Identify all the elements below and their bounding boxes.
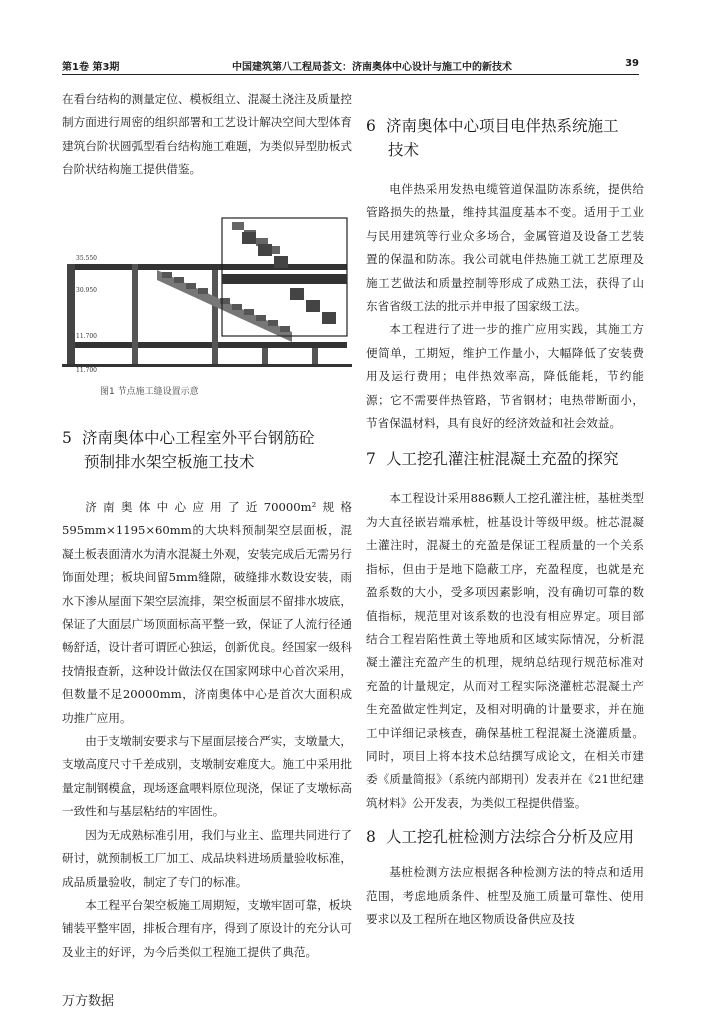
paragraph: 济南奥体中心应用了近70000m²规格595mm×1195×60mm的大块料预制架空层面板，混凝土板表面清水为清水混凝土外观，安装完成后无需另行饰面处理；板块间留5mm缝隙，破缝排水数设安装，雨水下渗从屋面下架空层流排，架空板面层不留排水坡底，保证了大面层广场顶面标高平整一致，保证了人流行径通畅舒适，设计者可谓匠心独运，创新优良。经国家一级科技情报查新，这种设计做法仅在国家网球中心首次采用，但数量不足20000mm，济南奥体中心是首次大面积成功推广应用。 (62, 500, 352, 725)
left-column-top (62, 88, 352, 182)
section-heading (62, 426, 352, 474)
section-heading (366, 447, 644, 471)
section-title-line2: 预制排水架空板施工技术 (84, 453, 255, 471)
section-heading (366, 114, 644, 162)
journal-title: 中国建筑第八工程局荟文：济南奥体中心设计与施工中的新技术 (232, 62, 512, 73)
construction-joint-figure (62, 212, 352, 372)
section-title: 人工挖孔桩检测方法综合分析及应用 (386, 828, 635, 847)
section-title: 人工挖孔灌注桩混凝土充盈的探究 (386, 450, 619, 469)
paragraph: 本工程进行了进一步的推广应用实践，其施工方便简单，工期短，维护工作量小，大幅降低了安装费用及运行费用；电伴热效率高，降低能耗，节约能源；它不需要伴热管路，节省钢材；电热带断面小，节省保温材料，具有良好的经济效益和社会效益。 (366, 322, 644, 431)
running-header (62, 58, 639, 74)
footer-watermark: 万方数据 (62, 994, 115, 1009)
paragraph: 在看台结构的测量定位、模板组立、混凝土浇注及质量控制方面进行周密的组织部署和工艺设计解决空间大型体育建筑台阶状圆弧型看台结构施工难题，为类似异型肋板式台阶状结构施工提供借鉴。 (62, 92, 352, 177)
section-number: 8 (366, 828, 376, 847)
elevation-label: 35.550 (76, 255, 97, 262)
section-number: 7 (366, 450, 376, 469)
left-column-section5 (62, 426, 352, 964)
paragraph: 由于支墩制安要求与下屋面层接合严实，支墩量大，支墩高度尺寸千差成别，支墩制安难度大。施工中采用批量定制钢模盒，现场逐盒喂料原位现浇，保证了支墩标高一致性和与基层粘结的牢固性。 (62, 734, 352, 819)
right-column (366, 114, 644, 931)
figure-caption: 图1 节点施工缝设置示意 (100, 387, 199, 397)
section-title-line1: 济南奥体中心工程室外平台钢筋砼 (82, 429, 315, 447)
section-number: 5 (62, 429, 72, 447)
issue-label: 第1卷 第3期 (62, 62, 120, 73)
elevation-label: 30.950 (76, 287, 97, 294)
paragraph: 本工程设计采用886颗人工挖孔灌注桩，基桩类型为大直径嵌岩端承桩，桩基设计等级甲级。桩芯混凝土灌注时，混凝土的充盈是保证工程质量的一个关系指标，但由于是地下隐蔽工序，充盈程度，也就是充盈系数的大小，受多项因素影响，没有确切可靠的数值指标，规范里对该系数的也没有相应界定。项目部结合工程岩陷性黄土等地质和区域实际情况，分析混凝土灌注充盈产生的机理，规纳总结现行规范标准对充盈的计量规定，从而对工程实际浇灌桩芯混凝土产生充盈做定性判定，及相对明确的计量要求，并在施工中详细记录核查，确保基桩工程混凝土浇灌质量。同时，项目上将本技术总结撰写成论文，在相关市建委《质量简报》（系统内部期刊）发表并在《21世纪建筑材料》公开发表，为类似工程提供借鉴。 (366, 491, 644, 810)
header-rule (62, 74, 639, 75)
paragraph: 本工程平台架空板施工周期短，支墩牢固可靠，板块铺装平整牢固，排板合理有序，得到了原设计的充分认可及业主的好评，为今后类似工程施工提供了典范。 (62, 897, 352, 959)
paragraph: 电伴热采用发热电缆管道保温防冻系统，提供给管路损失的热量，维持其温度基本不变。适用于工业与民用建筑等行业众多场合，金属管道及设备工艺装置的保温和防冻。我公司就电伴热施工就工艺原理及施工艺做法和质量控制等形成了成熟工法，获得了山东省省级工法的批示并申报了国家级工法。 (366, 182, 644, 314)
paragraph: 因为无成熟标准引用，我们与业主、监理共同进行了研讨，就预制板工厂加工、成品块料进场质量验收标准，成品质量验收，制定了专门的标准。 (62, 827, 352, 889)
page-number: 39 (625, 58, 639, 69)
section-number: 6 (366, 117, 376, 135)
section-title-line2: 技术 (388, 141, 420, 159)
elevation-label: 11.700 (76, 367, 97, 372)
elevation-label: 11.700 (76, 333, 97, 340)
section-title-line1: 济南奥体中心项目电伴热系统施工 (386, 117, 619, 135)
paragraph: 基桩检测方法应根据各种检测方法的特点和适用范围，考虑地质条件、桩型及施工质量可靠性、使用要求以及工程所在地区物质设备供应及技 (366, 865, 644, 926)
section-heading (366, 825, 644, 849)
